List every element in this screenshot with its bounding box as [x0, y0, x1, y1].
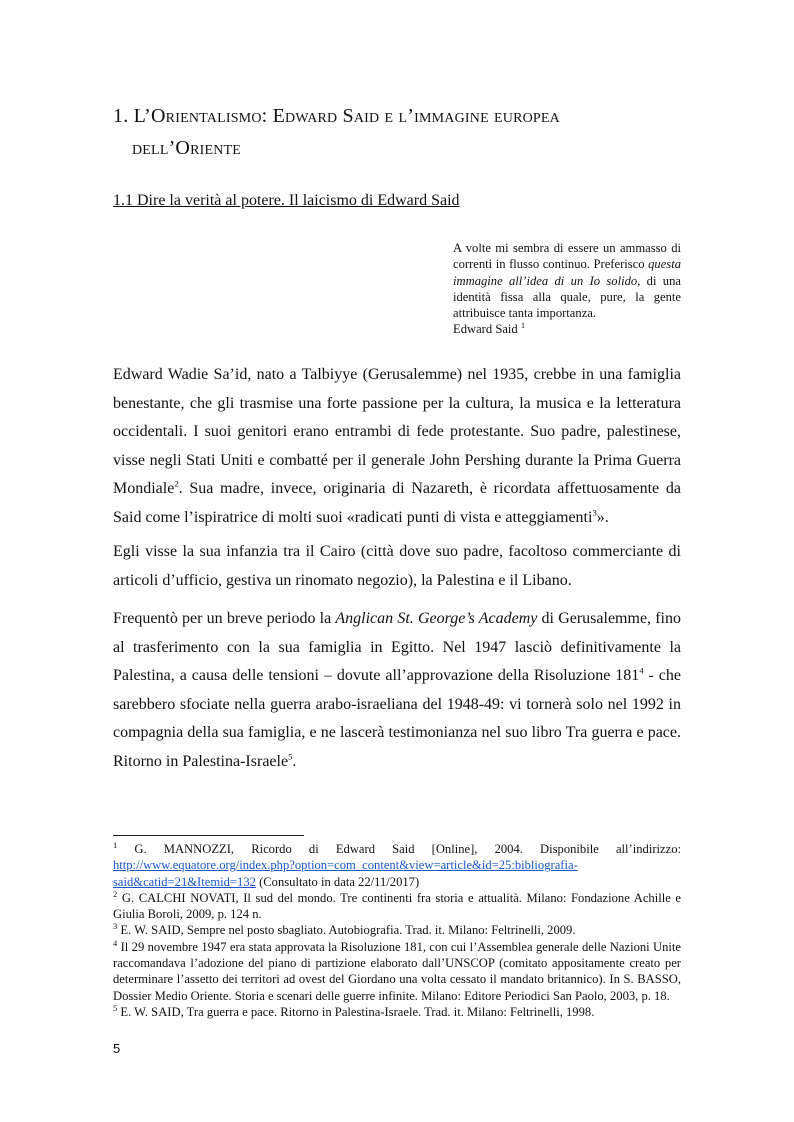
epigraph-text-after: di una identità fissa alla quale, pure, la gente attribuisce tanta importanza. — [453, 273, 681, 321]
chapter-title-line1: 1. L’Orientalismo: Edward Said e l’immagine europea — [113, 105, 560, 127]
epigraph-text-before: A volte mi sembra di essere un ammasso di correnti in flusso continuo. Preferisco — [453, 241, 681, 272]
footnote-ref-3[interactable]: 3 — [592, 507, 597, 518]
paragraph-3-italic: Anglican St. George’s Academy — [335, 610, 538, 627]
footnote-divider — [113, 835, 304, 836]
footnote-3 — [113, 922, 681, 938]
footnote-ref-1[interactable]: 1 — [520, 320, 526, 331]
footnote-ref-5[interactable]: 5 — [288, 751, 293, 762]
paragraph-3-part4: . — [292, 752, 297, 770]
paragraph-3-part1: Frequentò per un breve periodo la — [113, 610, 336, 627]
footnote-3-number: 3 — [113, 921, 118, 932]
paragraph-1-part2: . Sua madre, invece, originaria di Nazareth, è ricordata affettuosamente da Said come l’ispiratrice di molti suoi «radicati punti di vista e atteggiamenti — [113, 480, 681, 526]
footnote-5-text: E. W. SAID, Tra guerra e pace. Ritorno in Palestina-Israele. Trad. it. Milano: Feltrinelli, 1998. — [117, 1004, 595, 1019]
epigraph-author — [453, 321, 681, 337]
footnote-1-text: G. MANNOZZI, Ricordo di Edward Said [Online], 2004. Disponibile all’indirizzo: — [117, 842, 681, 856]
paragraph-1 — [113, 361, 681, 532]
paragraph-1-part3: ». — [596, 508, 609, 526]
paragraph-1-part1: Edward Wadie Sa’id, nato a Talbiyye (Gerusalemme) nel 1935, crebbe in una famiglia benestante, che gli trasmise una forte passione per la cultura, la musica e la letteratura occidentali. I suoi genitori erano entrambi di fede protestante. Suo padre, palestinese, visse negli Stati Uniti e combatté per il generale John Pershing durante la Prima Guerra Mondiale — [113, 366, 681, 497]
footnote-4-number: 4 — [113, 937, 118, 948]
chapter-title — [113, 100, 693, 164]
footnote-ref-2[interactable]: 2 — [174, 478, 179, 489]
footnote-5-number: 5 — [113, 1002, 118, 1013]
paragraph-3-part3: - che sarebbero sfociate nella guerra arabo-israeliana del 1948-49: vi tornerà solo nel 1992 in compagnia della sua famiglia, e ne lascerà testimonianza nel suo libro Tra guerra e pace. Ritorno in Palestina-Israele — [113, 667, 682, 770]
footnote-5 — [113, 1004, 681, 1020]
epigraph-italic: questa immagine all’idea di un Io solido, — [453, 257, 681, 288]
footnote-4-text: Il 29 novembre 1947 era stata approvata la Risoluzione 181, con cui l’Assemblea generale delle Nazioni Unite raccomandava l’adozione del piano di partizione elaborato dall’UNSCOP (comitato appositamente creato per determinare l’assetto dei territori ad ovest del Giordano una volta cessato il mandato britannico). In S. BASSO, Dossier Medio Oriente. Storia e scenari delle guerre infinite. Milano: Editore Periodici San Paolo, 2003, p. 18. — [113, 939, 681, 1003]
section-title: 1.1 Dire la verità al potere. Il laicismo di Edward Said — [113, 192, 460, 209]
footnote-1-link[interactable]: http://www.equatore.org/index.php?option=com_content&view=article&id=25:bibliografia-said&catid=21&Itemid=132 — [113, 858, 578, 889]
epigraph-quote — [453, 240, 681, 338]
footnote-1 — [113, 841, 681, 890]
footnotes — [113, 841, 681, 1020]
footnote-2-number: 2 — [113, 888, 118, 899]
footnote-2-text: G. CALCHI NOVATI, Il sud del mondo. Tre continenti fra storia e attualità. Milano: Fondazione Achille e Giulia Boroli, 2009, p. 124 n. — [113, 890, 681, 922]
epigraph-author-name: Edward Said — [453, 322, 521, 337]
footnote-ref-4[interactable]: 4 — [639, 665, 644, 676]
paragraph-3 — [113, 605, 681, 776]
footnote-2 — [113, 890, 681, 923]
footnote-1-number: 1 — [113, 839, 118, 850]
chapter-title-line2: dell’Oriente — [132, 137, 242, 159]
paragraph-2: Egli visse la sua infanzia tra il Cairo (città dove suo padre, facoltoso commerciante di articoli d’ufficio, gestiva un rinomato negozio), la Palestina e il Libano. — [113, 543, 681, 589]
footnote-3-text: E. W. SAID, Sempre nel posto sbagliato. Autobiografia. Trad. it. Milano: Feltrinelli, 2009. — [117, 923, 576, 938]
footnote-1-after: (Consultato in data 22/11/2017) — [255, 874, 420, 889]
paragraph-3-part2: di Gerusalemme, fino al trasferimento con la sua famiglia in Egitto. Nel 1947 lasciò definitivamente la Palestina, a causa delle tensioni – dovute all’approvazione della Risoluzione 181 — [113, 610, 682, 684]
footnote-4 — [113, 939, 681, 1004]
page-number: 5 — [113, 1041, 121, 1056]
